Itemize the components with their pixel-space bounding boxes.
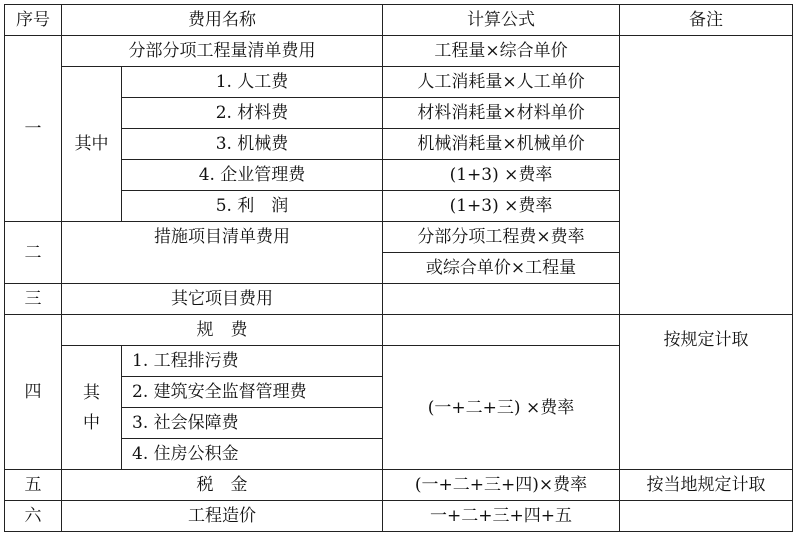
seq-three: 三 xyxy=(5,284,62,315)
formula-two-line2: 或综合单价×工程量 xyxy=(383,253,620,284)
formula-three xyxy=(383,284,620,315)
table-row xyxy=(5,315,793,346)
name-two: 措施项目清单费用 xyxy=(62,222,383,284)
header-name: 费用名称 xyxy=(62,5,383,36)
seq-four: 四 xyxy=(5,315,62,470)
seq-five: 五 xyxy=(5,470,62,501)
sub-formula: (1+3) ×费率 xyxy=(383,160,620,191)
sub-name: 2. 材料费 xyxy=(122,98,383,129)
note-blank xyxy=(620,36,793,315)
sub-formula: 材料消耗量×材料单价 xyxy=(383,98,620,129)
zhong-char: 中 xyxy=(83,412,100,433)
note-six xyxy=(620,501,793,532)
sub-name: 3. 机械费 xyxy=(122,129,383,160)
seq-two: 二 xyxy=(5,222,62,284)
note-four: 按规定计取 xyxy=(620,315,793,470)
qizhong-one: 其中 xyxy=(62,67,122,222)
header-note: 备注 xyxy=(620,5,793,36)
table-row xyxy=(5,36,793,67)
name-six: 工程造价 xyxy=(62,501,383,532)
sub-name: 5. 利 润 xyxy=(122,191,383,222)
header-row xyxy=(5,5,793,36)
fee-table xyxy=(4,4,793,532)
sub-name: 4. 企业管理费 xyxy=(122,160,383,191)
sub-formula: 机械消耗量×机械单价 xyxy=(383,129,620,160)
header-seq: 序号 xyxy=(5,5,62,36)
table-row xyxy=(5,501,793,532)
name-three: 其它项目费用 xyxy=(62,284,383,315)
sub-name: 4. 住房公积金 xyxy=(122,439,383,470)
note-five: 按当地规定计取 xyxy=(620,470,793,501)
sub-name: 3. 社会保障费 xyxy=(122,408,383,439)
seq-one: 一 xyxy=(5,36,62,222)
sub-name: 2. 建筑安全监督管理费 xyxy=(122,377,383,408)
name-four: 规 费 xyxy=(62,315,383,346)
formula-one: 工程量×综合单价 xyxy=(383,36,620,67)
sub-formula: 人工消耗量×人工单价 xyxy=(383,67,620,98)
seq-six: 六 xyxy=(5,501,62,532)
name-one: 分部分项工程量清单费用 xyxy=(62,36,383,67)
formula-six: 一+二+三+四+五 xyxy=(383,501,620,532)
table-row xyxy=(5,470,793,501)
sub-name: 1. 工程排污费 xyxy=(122,346,383,377)
qizhong-four xyxy=(62,346,122,470)
qi-char: 其 xyxy=(83,382,100,403)
sub-formula: (1+3) ×费率 xyxy=(383,191,620,222)
name-five: 税 金 xyxy=(62,470,383,501)
header-formula: 计算公式 xyxy=(383,5,620,36)
sub-name: 1. 人工费 xyxy=(122,67,383,98)
formula-four-blank xyxy=(383,315,620,346)
formula-five: (一+二+三+四)×费率 xyxy=(383,470,620,501)
formula-two-line1: 分部分项工程费×费率 xyxy=(383,222,620,253)
formula-four: (一+二+三) ×费率 xyxy=(383,346,620,470)
